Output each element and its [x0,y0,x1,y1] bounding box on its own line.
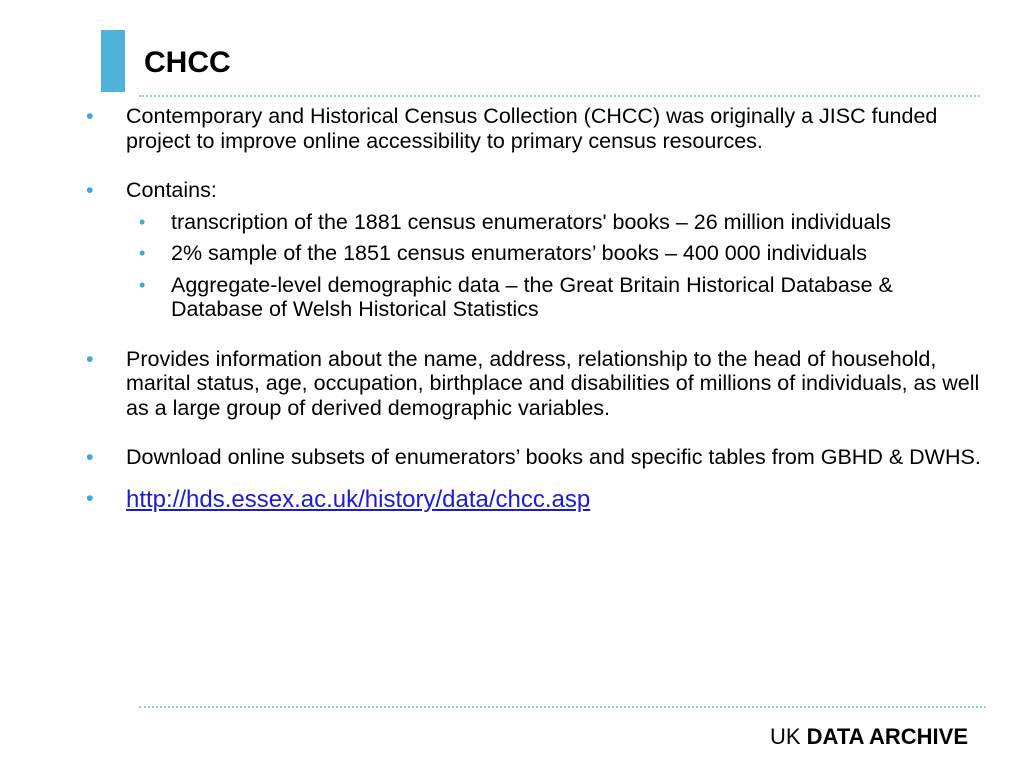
bullet-item [86,347,986,421]
bullet-item [86,178,986,203]
bullet-text: Contains: [126,178,217,202]
sub-bullet-text: 2% sample of the 1851 census enumerators’ books – 400 000 individuals [171,241,867,265]
bullet-item [86,445,986,470]
bullet-marker-icon: • [86,178,94,202]
bullet-text: Contemporary and Historical Census Collection (CHCC) was originally a JISC funded project to improve online accessibility to primary census resources. [126,104,938,153]
sub-bullet-item [86,273,986,322]
chcc-link[interactable]: http://hds.essex.ac.uk/history/data/chcc.asp [126,485,591,513]
bullet-marker-icon: • [86,445,94,469]
bottom-divider [139,706,986,708]
sub-bullet-marker-icon: • [139,274,146,295]
bullet-item [86,486,986,514]
slide-content [86,104,986,514]
footer-logo [770,724,968,750]
sub-bullet-marker-icon: • [139,211,146,232]
bullet-marker-icon: • [86,485,94,510]
bullet-item [86,104,986,153]
bullet-marker-icon: • [86,346,94,371]
slide-title: CHCC [144,46,231,79]
title-accent-bar [101,30,125,92]
sub-bullet-item [86,241,986,266]
sub-bullet-text: Aggregate-level demographic data – the Great Britain Historical Database & Database of Welsh Historical Statistics [171,272,893,321]
sub-bullet-item [86,210,986,235]
footer-name: DATA ARCHIVE [806,724,968,749]
footer-prefix: UK [769,724,801,749]
sub-bullet-text: transcription of the 1881 census enumerators' books – 26 million individuals [171,209,891,234]
bullet-marker-icon: • [86,104,94,128]
sub-bullet-marker-icon: • [139,243,146,263]
bullet-text: Download online subsets of enumerators’ books and specific tables from GBHD & DWHS. [126,445,981,469]
top-divider [139,95,980,97]
bullet-text: Provides information about the name, address, relationship to the head of household, marital status, age, occupation, birthplace and disabilities of millions of individuals, as well as a large group of derived demographic variables. [126,346,980,420]
